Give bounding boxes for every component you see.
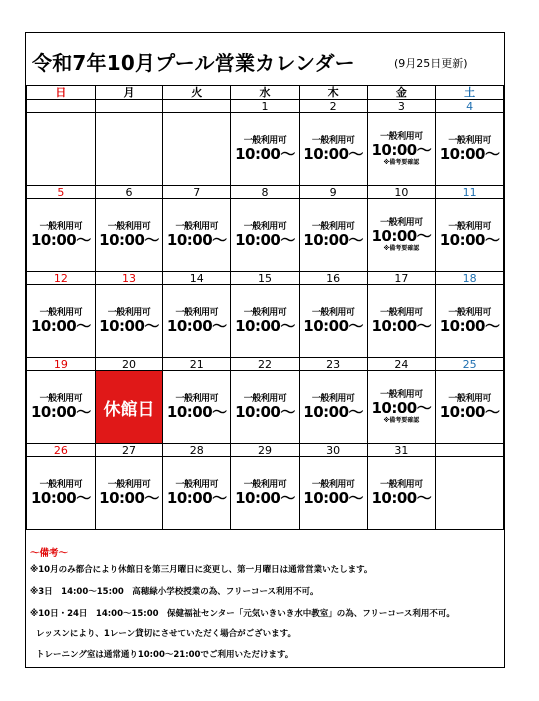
open-time: 10:00～ xyxy=(166,230,227,249)
day-number: 11 xyxy=(436,186,504,199)
open-time: 10:00～ xyxy=(99,230,159,249)
notes-heading: ～備考～ xyxy=(30,548,69,559)
day-cell-empty xyxy=(95,113,163,186)
open-time: 10:00～ xyxy=(439,230,500,249)
date-status-row xyxy=(27,285,504,358)
open-label: 一般利用可 xyxy=(243,393,287,404)
weekday-header: 月 xyxy=(95,86,163,100)
day-number: 14 xyxy=(163,272,231,285)
open-label: 一般利用可 xyxy=(380,479,423,490)
day-cell-open xyxy=(299,199,367,272)
open-time: 10:00～ xyxy=(235,230,295,249)
day-cell-open xyxy=(436,371,504,444)
open-time: 10:00～ xyxy=(166,488,227,507)
open-time: 10:00～ xyxy=(235,402,295,421)
open-time: 10:00～ xyxy=(439,402,500,421)
day-number: 2 xyxy=(299,100,367,113)
weekday-header: 土 xyxy=(436,86,504,100)
day-number: 28 xyxy=(163,444,231,457)
weekday-header: 金 xyxy=(367,86,436,100)
day-cell-open xyxy=(231,285,300,358)
open-time: 10:00～ xyxy=(439,316,500,335)
day-number: 24 xyxy=(367,358,436,371)
remark-mark: ※備考要確認 xyxy=(383,244,420,252)
date-status-row xyxy=(27,199,504,272)
open-time: 10:00～ xyxy=(303,144,364,163)
date-number-row xyxy=(27,444,504,457)
open-time: 10:00～ xyxy=(303,230,364,249)
date-status-row xyxy=(27,457,504,530)
day-cell-open xyxy=(231,199,300,272)
open-label: 一般利用可 xyxy=(175,221,219,232)
day-cell-open xyxy=(163,457,231,530)
open-time: 10:00～ xyxy=(371,398,432,417)
day-number: 27 xyxy=(95,444,163,457)
day-number: 12 xyxy=(27,272,96,285)
day-number: 16 xyxy=(299,272,367,285)
note-line: レッスンにより、1レーン貸切にさせていただく場合がございます。 xyxy=(36,629,296,639)
day-number: 17 xyxy=(367,272,436,285)
open-label: 一般利用可 xyxy=(311,479,355,490)
day-cell-open xyxy=(231,371,300,444)
open-label: 一般利用可 xyxy=(39,307,83,318)
date-number-row xyxy=(27,100,504,113)
open-label: 一般利用可 xyxy=(448,393,491,404)
open-time: 10:00～ xyxy=(303,316,364,335)
open-label: 一般利用可 xyxy=(243,221,287,232)
open-time: 10:00～ xyxy=(371,140,432,159)
day-number: 21 xyxy=(163,358,231,371)
day-cell-empty xyxy=(27,113,96,186)
open-label: 一般利用可 xyxy=(39,479,83,490)
open-time: 10:00～ xyxy=(235,144,295,163)
day-cell-open xyxy=(299,371,367,444)
day-cell-open xyxy=(27,371,96,444)
open-label: 一般利用可 xyxy=(107,479,151,490)
day-number: 7 xyxy=(163,186,231,199)
day-number: 5 xyxy=(27,186,96,199)
date-number-row xyxy=(27,272,504,285)
date-number-row xyxy=(27,358,504,371)
open-label: 一般利用可 xyxy=(107,221,151,232)
note-line: トレーニング室は通常通り10:00～21:00でご利用いただけます。 xyxy=(36,650,294,660)
day-cell-empty xyxy=(163,113,231,186)
open-label: 一般利用可 xyxy=(448,221,491,232)
day-number: 4 xyxy=(436,100,504,113)
day-number: 22 xyxy=(231,358,300,371)
open-label: 一般利用可 xyxy=(311,221,355,232)
open-time: 10:00～ xyxy=(30,402,91,421)
day-number: 30 xyxy=(299,444,367,457)
day-number: 1 xyxy=(231,100,300,113)
open-time: 10:00～ xyxy=(371,316,432,335)
day-cell-open xyxy=(436,285,504,358)
remark-mark: ※備考要確認 xyxy=(383,416,420,424)
updated-date: (9月25日更新) xyxy=(394,57,468,70)
day-cell-open xyxy=(163,285,231,358)
note-line: ※3日 14:00～15:00 高穂緑小学校授業の為、フリーコース利用不可。 xyxy=(30,587,319,597)
closed-label: 休館日 xyxy=(103,399,155,420)
date-status-row xyxy=(27,371,504,444)
day-number: 29 xyxy=(231,444,300,457)
open-time: 10:00～ xyxy=(371,488,432,507)
open-label: 一般利用可 xyxy=(380,131,423,142)
open-time: 10:00～ xyxy=(235,316,295,335)
day-cell-open xyxy=(367,457,436,530)
day-number: 10 xyxy=(367,186,436,199)
date-number-row xyxy=(27,186,504,199)
day-cell-open xyxy=(95,285,163,358)
open-label: 一般利用可 xyxy=(175,479,219,490)
open-label: 一般利用可 xyxy=(311,393,355,404)
open-time: 10:00～ xyxy=(371,226,432,245)
open-time: 10:00～ xyxy=(235,488,295,507)
day-cell-open xyxy=(367,285,436,358)
open-label: 一般利用可 xyxy=(243,479,287,490)
day-number: 26 xyxy=(27,444,96,457)
open-time: 10:00～ xyxy=(99,316,159,335)
remark-mark: ※備考要確認 xyxy=(383,158,420,166)
day-cell-open xyxy=(163,371,231,444)
note-line: ※10日・24日 14:00～15:00 保健福祉センター「元気いきいき水中教室」の為、フリーコース利用不可。 xyxy=(30,609,455,619)
weekday-header: 日 xyxy=(27,86,96,100)
weekday-header: 木 xyxy=(299,86,367,100)
open-label: 一般利用可 xyxy=(39,393,83,404)
day-number: 6 xyxy=(95,186,163,199)
weekday-header-row xyxy=(27,86,504,100)
open-label: 一般利用可 xyxy=(448,307,491,318)
day-number xyxy=(436,444,504,457)
day-cell-open xyxy=(299,113,367,186)
day-cell-closed xyxy=(95,371,163,444)
day-number: 23 xyxy=(299,358,367,371)
note-line: ※10月のみ都合により休館日を第三月曜日に変更し、第一月曜日は通常営業いたします。 xyxy=(30,565,373,575)
day-cell-open xyxy=(367,199,436,272)
day-cell-open xyxy=(27,199,96,272)
day-cell-open xyxy=(163,199,231,272)
day-number: 18 xyxy=(436,272,504,285)
open-time: 10:00～ xyxy=(30,230,91,249)
day-number: 25 xyxy=(436,358,504,371)
open-label: 一般利用可 xyxy=(243,307,287,318)
title-row xyxy=(26,33,504,85)
open-time: 10:00～ xyxy=(166,402,227,421)
day-number xyxy=(95,100,163,113)
day-number xyxy=(163,100,231,113)
open-label: 一般利用可 xyxy=(380,307,423,318)
day-cell-open xyxy=(231,113,300,186)
day-cell-open xyxy=(27,457,96,530)
day-number: 3 xyxy=(367,100,436,113)
day-cell-open xyxy=(367,113,436,186)
date-status-row xyxy=(27,113,504,186)
day-cell-open xyxy=(299,285,367,358)
open-label: 一般利用可 xyxy=(243,135,287,146)
open-time: 10:00～ xyxy=(99,488,159,507)
open-label: 一般利用可 xyxy=(380,217,423,228)
day-number: 19 xyxy=(27,358,96,371)
open-time: 10:00～ xyxy=(439,144,500,163)
day-number xyxy=(27,100,96,113)
open-time: 10:00～ xyxy=(30,316,91,335)
open-label: 一般利用可 xyxy=(107,307,151,318)
open-time: 10:00～ xyxy=(303,402,364,421)
day-cell-open xyxy=(299,457,367,530)
open-label: 一般利用可 xyxy=(39,221,83,232)
day-cell-empty xyxy=(436,457,504,530)
open-label: 一般利用可 xyxy=(448,135,491,146)
day-number: 20 xyxy=(95,358,163,371)
day-number: 13 xyxy=(95,272,163,285)
open-label: 一般利用可 xyxy=(380,389,423,400)
day-cell-open xyxy=(95,199,163,272)
day-number: 9 xyxy=(299,186,367,199)
open-label: 一般利用可 xyxy=(311,307,355,318)
day-cell-open xyxy=(27,285,96,358)
day-number: 31 xyxy=(367,444,436,457)
open-time: 10:00～ xyxy=(166,316,227,335)
page-title: 令和7年10月プール営業カレンダー xyxy=(32,51,355,75)
day-cell-open xyxy=(95,457,163,530)
open-label: 一般利用可 xyxy=(311,135,355,146)
weekday-header: 水 xyxy=(231,86,300,100)
day-cell-open xyxy=(367,371,436,444)
day-number: 8 xyxy=(231,186,300,199)
calendar-sheet xyxy=(25,32,505,668)
day-cell-open xyxy=(231,457,300,530)
open-label: 一般利用可 xyxy=(175,393,219,404)
day-cell-open xyxy=(436,113,504,186)
open-label: 一般利用可 xyxy=(175,307,219,318)
day-number: 15 xyxy=(231,272,300,285)
open-time: 10:00～ xyxy=(30,488,91,507)
calendar-table xyxy=(26,85,504,530)
weekday-header: 火 xyxy=(163,86,231,100)
day-cell-open xyxy=(436,199,504,272)
open-time: 10:00～ xyxy=(303,488,364,507)
